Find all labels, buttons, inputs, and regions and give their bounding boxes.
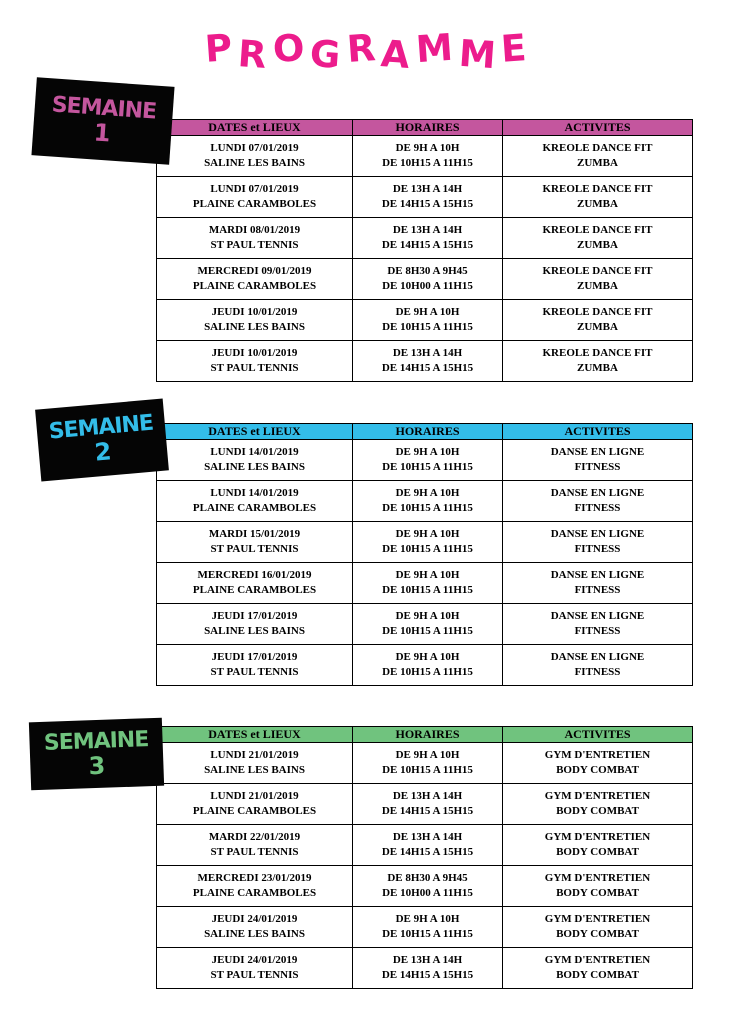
session-place: PLAINE CARAMBOLES	[192, 887, 317, 899]
schedule-cell	[353, 563, 503, 604]
date-place-cell	[157, 563, 353, 604]
session-place: SALINE LES BAINS	[204, 928, 305, 940]
header-dates-lieux: DATES et LIEUX	[157, 727, 353, 743]
date-place-cell	[157, 300, 353, 341]
activity-cell	[503, 784, 693, 825]
activity-cell	[503, 177, 693, 218]
session-place: SALINE LES BAINS	[204, 321, 305, 333]
week-label: SEMAINE	[47, 410, 154, 445]
activity-1: DANSE EN LIGNE	[550, 487, 645, 499]
date-place-cell	[157, 136, 353, 177]
session-time-1: DE 9H A 10H	[395, 913, 460, 925]
header-dates-lieux: DATES et LIEUX	[157, 424, 353, 440]
table-row	[157, 784, 693, 825]
header-horaires: HORAIRES	[353, 424, 503, 440]
session-time-2: DE 14H15 A 15H15	[381, 969, 474, 981]
week-label: SEMAINE	[43, 726, 149, 756]
activity-cell	[503, 259, 693, 300]
table-row	[157, 522, 693, 563]
date-place-cell	[157, 866, 353, 907]
date-place-cell	[157, 784, 353, 825]
schedule-cell	[353, 825, 503, 866]
table-row	[157, 825, 693, 866]
header-activites: ACTIVITES	[503, 424, 693, 440]
week-label: SEMAINE	[50, 91, 157, 125]
table-row	[157, 645, 693, 686]
activity-1: GYM D'ENTRETIEN	[544, 913, 651, 925]
session-time-1: DE 13H A 14H	[392, 183, 463, 195]
session-time-2: DE 10H15 A 11H15	[382, 461, 473, 473]
schedule-table	[156, 726, 693, 989]
date-place-cell	[157, 825, 353, 866]
title-letter: G	[308, 31, 343, 78]
week-badge	[29, 718, 164, 791]
table-row	[157, 481, 693, 522]
header-dates-lieux: DATES et LIEUX	[157, 120, 353, 136]
session-date: MERCREDI 09/01/2019	[197, 265, 312, 277]
schedule-cell	[353, 604, 503, 645]
session-time-2: DE 10H00 A 11H15	[382, 887, 473, 899]
date-place-cell	[157, 259, 353, 300]
activity-1: DANSE EN LIGNE	[550, 528, 645, 540]
session-time-1: DE 13H A 14H	[392, 954, 463, 966]
table-row	[157, 563, 693, 604]
date-place-cell	[157, 645, 353, 686]
header-activites: ACTIVITES	[503, 727, 693, 743]
activity-2: FITNESS	[574, 502, 621, 514]
activity-1: DANSE EN LIGNE	[550, 446, 645, 458]
session-date: LUNDI 14/01/2019	[210, 446, 299, 458]
week-number: 2	[93, 436, 113, 467]
activity-cell	[503, 218, 693, 259]
header-horaires: HORAIRES	[353, 727, 503, 743]
activity-1: DANSE EN LIGNE	[550, 569, 645, 581]
session-place: PLAINE CARAMBOLES	[192, 198, 317, 210]
session-date: MARDI 22/01/2019	[208, 831, 301, 843]
session-time-2: DE 10H15 A 11H15	[382, 321, 473, 333]
activity-cell	[503, 825, 693, 866]
activity-cell	[503, 604, 693, 645]
table-row	[157, 907, 693, 948]
schedule-cell	[353, 522, 503, 563]
title-letter: M	[457, 31, 497, 78]
activity-2: BODY COMBAT	[556, 805, 639, 817]
date-place-cell	[157, 604, 353, 645]
schedule-cell	[353, 218, 503, 259]
title-letter: O	[271, 25, 306, 72]
activity-cell	[503, 136, 693, 177]
title-letter: P	[203, 26, 234, 71]
schedule-cell	[353, 136, 503, 177]
title-letter: E	[500, 26, 529, 71]
session-place: SALINE LES BAINS	[204, 157, 305, 169]
session-date: MARDI 08/01/2019	[208, 224, 301, 236]
week-number: 1	[92, 117, 112, 148]
schedule-cell	[353, 743, 503, 784]
title-letter: M	[414, 25, 455, 72]
activity-2: BODY COMBAT	[556, 764, 639, 776]
session-time-2: DE 10H15 A 11H15	[382, 157, 473, 169]
schedule-cell	[353, 866, 503, 907]
date-place-cell	[157, 341, 353, 382]
activity-cell	[503, 866, 693, 907]
session-time-2: DE 10H15 A 11H15	[382, 764, 473, 776]
date-place-cell	[157, 907, 353, 948]
header-row	[157, 120, 693, 136]
week-number: 3	[88, 751, 106, 780]
session-place: ST PAUL TENNIS	[210, 846, 299, 858]
table-row	[157, 177, 693, 218]
session-date: MERCREDI 16/01/2019	[197, 569, 312, 581]
table-row	[157, 743, 693, 784]
title-letter: A	[379, 32, 412, 77]
activity-1: GYM D'ENTRETIEN	[544, 831, 651, 843]
activity-1: GYM D'ENTRETIEN	[544, 749, 651, 761]
activity-2: ZUMBA	[577, 362, 618, 374]
header-activites: ACTIVITES	[503, 120, 693, 136]
activity-cell	[503, 440, 693, 481]
session-time-1: DE 9H A 10H	[395, 306, 460, 318]
session-date: JEUDI 17/01/2019	[211, 610, 298, 622]
session-time-2: DE 10H15 A 11H15	[382, 625, 473, 637]
activity-2: ZUMBA	[577, 198, 618, 210]
session-place: PLAINE CARAMBOLES	[192, 805, 317, 817]
activity-2: FITNESS	[574, 461, 621, 473]
activity-2: BODY COMBAT	[556, 969, 639, 981]
session-date: LUNDI 21/01/2019	[210, 790, 299, 802]
session-place: PLAINE CARAMBOLES	[192, 584, 317, 596]
header-row	[157, 727, 693, 743]
session-date: LUNDI 14/01/2019	[210, 487, 299, 499]
session-time-2: DE 14H15 A 15H15	[381, 805, 474, 817]
activity-cell	[503, 948, 693, 989]
date-place-cell	[157, 743, 353, 784]
session-time-1: DE 9H A 10H	[395, 569, 460, 581]
activity-1: KREOLE DANCE FIT	[542, 265, 653, 277]
session-time-1: DE 9H A 10H	[395, 142, 460, 154]
session-date: JEUDI 24/01/2019	[211, 913, 298, 925]
activity-2: BODY COMBAT	[556, 846, 639, 858]
activity-2: FITNESS	[574, 543, 621, 555]
session-time-2: DE 14H15 A 15H15	[381, 239, 474, 251]
schedule-cell	[353, 481, 503, 522]
session-time-1: DE 9H A 10H	[395, 651, 460, 663]
session-place: PLAINE CARAMBOLES	[192, 502, 317, 514]
table-row	[157, 259, 693, 300]
schedule-cell	[353, 645, 503, 686]
session-place: PLAINE CARAMBOLES	[192, 280, 317, 292]
activity-cell	[503, 563, 693, 604]
schedule-cell	[353, 784, 503, 825]
session-time-1: DE 13H A 14H	[392, 347, 463, 359]
session-time-1: DE 9H A 10H	[395, 528, 460, 540]
date-place-cell	[157, 522, 353, 563]
page-title	[0, 25, 732, 78]
activity-cell	[503, 743, 693, 784]
schedule-cell	[353, 341, 503, 382]
session-time-1: DE 8H30 A 9H45	[387, 265, 468, 277]
activity-2: ZUMBA	[577, 321, 618, 333]
session-place: ST PAUL TENNIS	[210, 969, 299, 981]
session-place: ST PAUL TENNIS	[210, 239, 299, 251]
schedule-table	[156, 423, 693, 686]
session-date: LUNDI 07/01/2019	[210, 142, 299, 154]
session-time-2: DE 14H15 A 15H15	[381, 198, 474, 210]
date-place-cell	[157, 481, 353, 522]
schedule-cell	[353, 907, 503, 948]
week-badge	[31, 77, 174, 164]
table-row	[157, 440, 693, 481]
schedule-cell	[353, 948, 503, 989]
week-badge	[35, 399, 169, 482]
session-date: MARDI 15/01/2019	[208, 528, 301, 540]
activity-cell	[503, 341, 693, 382]
activity-1: DANSE EN LIGNE	[550, 610, 645, 622]
session-date: JEUDI 10/01/2019	[211, 347, 298, 359]
session-time-2: DE 10H15 A 11H15	[382, 584, 473, 596]
activity-cell	[503, 300, 693, 341]
table-row	[157, 300, 693, 341]
date-place-cell	[157, 440, 353, 481]
activity-1: KREOLE DANCE FIT	[542, 183, 653, 195]
session-place: ST PAUL TENNIS	[210, 362, 299, 374]
activity-cell	[503, 481, 693, 522]
table-row	[157, 341, 693, 382]
activity-1: GYM D'ENTRETIEN	[544, 790, 651, 802]
date-place-cell	[157, 177, 353, 218]
session-date: JEUDI 17/01/2019	[211, 651, 298, 663]
session-time-1: DE 13H A 14H	[392, 224, 463, 236]
schedule-table	[156, 119, 693, 382]
schedule-cell	[353, 300, 503, 341]
session-time-2: DE 10H15 A 11H15	[382, 502, 473, 514]
session-place: SALINE LES BAINS	[204, 461, 305, 473]
title-letter: R	[236, 32, 269, 77]
activity-1: GYM D'ENTRETIEN	[544, 872, 651, 884]
activity-1: KREOLE DANCE FIT	[542, 347, 653, 359]
session-time-1: DE 9H A 10H	[395, 487, 460, 499]
session-date: LUNDI 21/01/2019	[210, 749, 299, 761]
title-letter: R	[345, 26, 377, 71]
session-time-2: DE 14H15 A 15H15	[381, 846, 474, 858]
session-time-1: DE 9H A 10H	[395, 610, 460, 622]
activity-2: BODY COMBAT	[556, 887, 639, 899]
session-time-2: DE 14H15 A 15H15	[381, 362, 474, 374]
table-row	[157, 866, 693, 907]
table-row	[157, 604, 693, 645]
date-place-cell	[157, 218, 353, 259]
table-row	[157, 136, 693, 177]
schedule-cell	[353, 259, 503, 300]
activity-cell	[503, 645, 693, 686]
session-time-1: DE 13H A 14H	[392, 831, 463, 843]
activity-2: FITNESS	[574, 584, 621, 596]
session-time-1: DE 8H30 A 9H45	[387, 872, 468, 884]
activity-2: FITNESS	[574, 625, 621, 637]
activity-2: ZUMBA	[577, 157, 618, 169]
activity-2: ZUMBA	[577, 280, 618, 292]
activity-cell	[503, 907, 693, 948]
header-row	[157, 424, 693, 440]
activity-2: FITNESS	[574, 666, 621, 678]
session-time-1: DE 13H A 14H	[392, 790, 463, 802]
activity-cell	[503, 522, 693, 563]
session-date: JEUDI 10/01/2019	[211, 306, 298, 318]
session-date: MERCREDI 23/01/2019	[197, 872, 312, 884]
activity-2: BODY COMBAT	[556, 928, 639, 940]
session-time-1: DE 9H A 10H	[395, 749, 460, 761]
session-place: SALINE LES BAINS	[204, 764, 305, 776]
activity-1: KREOLE DANCE FIT	[542, 306, 653, 318]
activity-1: DANSE EN LIGNE	[550, 651, 645, 663]
table-row	[157, 948, 693, 989]
activity-1: KREOLE DANCE FIT	[542, 224, 653, 236]
session-time-1: DE 9H A 10H	[395, 446, 460, 458]
schedule-cell	[353, 177, 503, 218]
session-place: ST PAUL TENNIS	[210, 543, 299, 555]
session-date: JEUDI 24/01/2019	[211, 954, 298, 966]
activity-1: KREOLE DANCE FIT	[542, 142, 653, 154]
session-time-2: DE 10H15 A 11H15	[382, 928, 473, 940]
session-date: LUNDI 07/01/2019	[210, 183, 299, 195]
session-place: ST PAUL TENNIS	[210, 666, 299, 678]
activity-1: GYM D'ENTRETIEN	[544, 954, 651, 966]
session-time-2: DE 10H15 A 11H15	[382, 666, 473, 678]
session-time-2: DE 10H15 A 11H15	[382, 543, 473, 555]
schedule-cell	[353, 440, 503, 481]
table-row	[157, 218, 693, 259]
session-time-2: DE 10H00 A 11H15	[382, 280, 473, 292]
date-place-cell	[157, 948, 353, 989]
session-place: SALINE LES BAINS	[204, 625, 305, 637]
activity-2: ZUMBA	[577, 239, 618, 251]
header-horaires: HORAIRES	[353, 120, 503, 136]
